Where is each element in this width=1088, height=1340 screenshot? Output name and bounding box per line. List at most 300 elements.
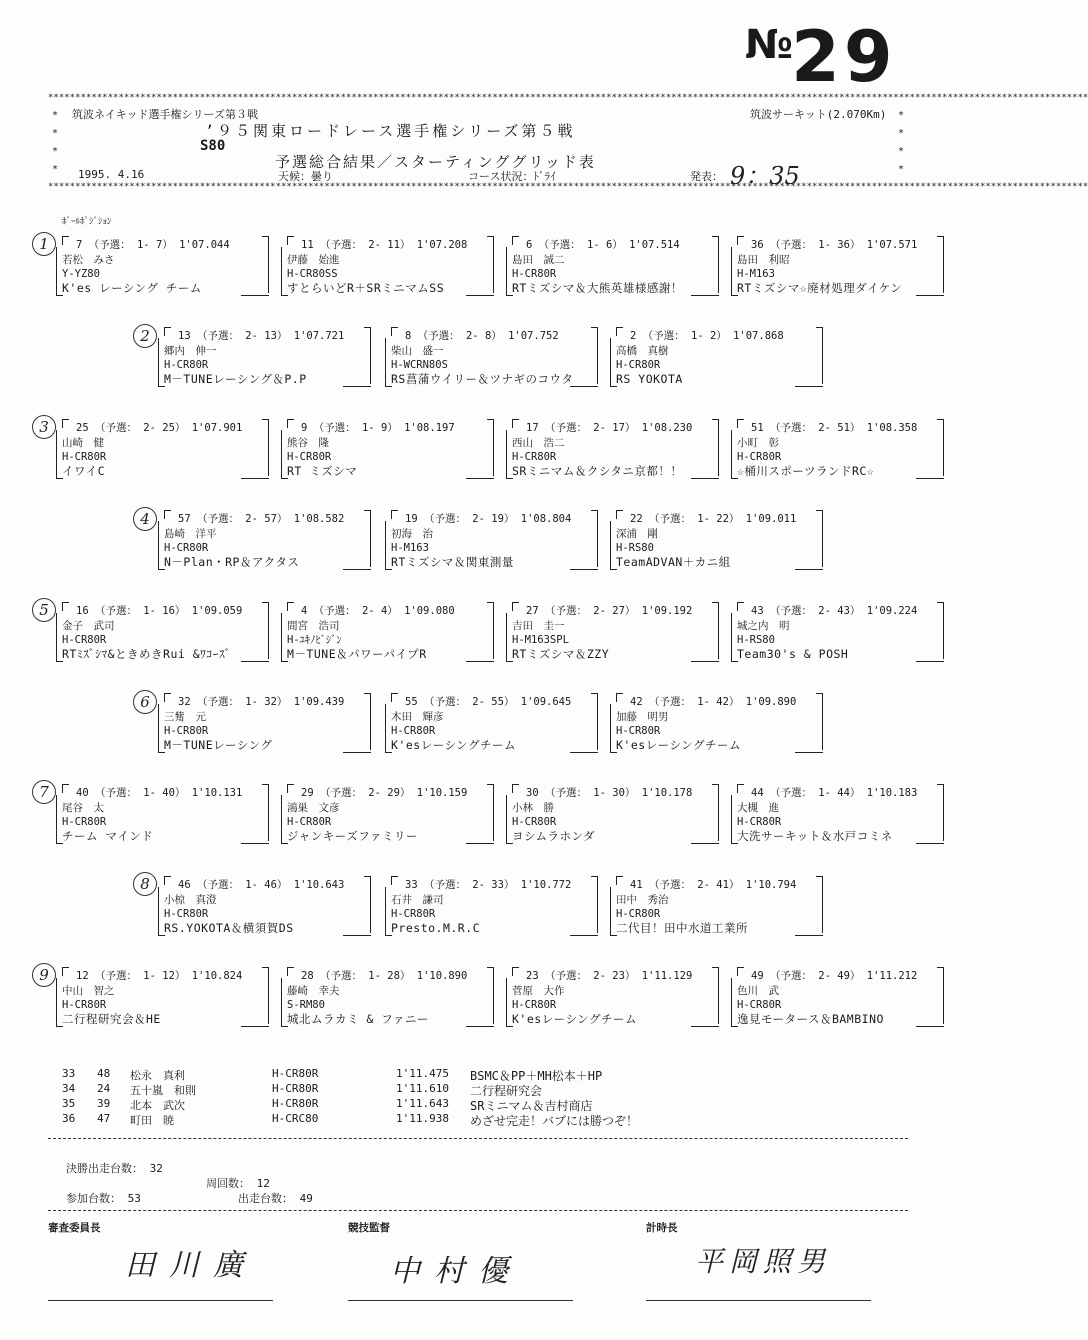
cell-qualify: [76, 604, 242, 618]
qualify-heat: （予選： 1- 2）: [642, 330, 727, 342]
machine: H-CR80R: [616, 725, 661, 737]
team-name: ヨシムラホンダ: [512, 829, 596, 843]
lap-time: 1'08.582: [293, 513, 345, 525]
lap-time: 1'10.178: [641, 787, 693, 799]
team-name: RTミズシマ＆大熊英雄様感謝！: [512, 281, 683, 295]
row-mark: 6: [133, 690, 157, 714]
cell-qualify: [76, 786, 242, 800]
race-number: 42: [630, 696, 643, 708]
rider-name: 若松 みさ: [62, 254, 115, 266]
header-border-top: ************************************************************************************************************************************************************************************************: [48, 93, 1088, 103]
reserve-machine: H-CR80R: [272, 1097, 319, 1110]
rider-name: 鴻巣 文彦: [287, 802, 340, 814]
machine: H-CR80R: [616, 359, 661, 371]
grid-cell: [731, 602, 944, 662]
race-number: 40: [76, 787, 89, 799]
reserve-rider: 町田 暁: [130, 1114, 174, 1127]
qualify-heat: （予選： 2- 27）: [544, 605, 636, 617]
lap-time: 1'07.901: [191, 422, 243, 434]
event-title: ’９５関東ロードレース選手権シリーズ第５戦: [205, 122, 576, 140]
border-star: *: [898, 146, 905, 157]
rider-name: 大槻 進: [737, 802, 779, 814]
lap-time: 1'09.224: [866, 605, 918, 617]
qualify-heat: （予選： 1- 6）: [538, 239, 623, 251]
grid-cell: [610, 876, 823, 936]
team-name: 二行程研究会＆HE: [62, 1012, 161, 1026]
team-name: RS.YOKOTA＆横須賀DS: [164, 921, 294, 935]
cell-qualify: [751, 238, 917, 252]
machine: Y-YZ80: [62, 268, 100, 280]
team-name: チーム マインド: [62, 829, 154, 843]
grid-cell: [731, 967, 944, 1027]
grid-cell: [506, 236, 719, 296]
announce-time: 9：35: [730, 162, 800, 190]
signature-line: [348, 1300, 573, 1301]
grid-cell: [506, 784, 719, 844]
cell-qualify: [178, 512, 344, 526]
grid-cell: [731, 236, 944, 296]
lap-time: 1'07.208: [416, 239, 468, 251]
race-number: 16: [76, 605, 89, 617]
reserve-team: めざせ完走！バブには勝つぞ！: [470, 1114, 639, 1128]
team-name: N－Plan・RP＆アクタス: [164, 555, 300, 569]
rider-name: 間宮 浩司: [287, 620, 340, 632]
machine: H-WCRN80S: [391, 359, 448, 371]
reserve-machine: H-CR80R: [272, 1082, 319, 1095]
cell-qualify: [301, 421, 455, 435]
qualify-heat: （予選： 2- 29）: [319, 787, 411, 799]
machine: H-CR80R: [512, 999, 557, 1011]
border-star: *: [898, 110, 905, 121]
race-number: 43: [751, 605, 764, 617]
race-number: 11: [301, 239, 314, 251]
machine: H-CR80R: [164, 542, 209, 554]
lap-time: 1'07.514: [629, 239, 680, 251]
machine: H-CR80R: [164, 359, 209, 371]
row-mark: 3: [32, 415, 56, 439]
grid-cell: [506, 967, 719, 1027]
machine: H-CR80R: [391, 908, 436, 920]
lap-time: 1'11.129: [641, 970, 693, 982]
cell-qualify: [526, 238, 680, 252]
lap-time: 1'09.011: [745, 513, 797, 525]
qualify-heat: （予選： 2- 43）: [769, 605, 861, 617]
cell-qualify: [630, 512, 796, 526]
lap-time: 1'10.824: [191, 970, 243, 982]
reserve-time: 1'11.938: [396, 1112, 449, 1125]
qualify-heat: （予選： 1- 22）: [648, 513, 740, 525]
reserve-machine: H-CR80R: [272, 1067, 319, 1080]
lap-time: 1'08.358: [866, 422, 918, 434]
race-number: 6: [526, 239, 533, 251]
cell-qualify: [178, 329, 344, 343]
lap-time: 1'10.794: [745, 879, 797, 891]
qualify-heat: （予選： 1- 28）: [319, 970, 411, 982]
event-date: 1995. 4.16: [78, 168, 145, 181]
qualify-heat: （予選： 2- 19）: [423, 513, 515, 525]
lap-time: 1'09.059: [191, 605, 243, 617]
reserve-team: BSMC＆PP＋MH松本＋HP: [470, 1069, 603, 1083]
machine: H-CR80R: [62, 999, 107, 1011]
team-name: RS菖蒲ウイリー＆ツナギのコウタ: [391, 372, 574, 386]
race-number: 25: [76, 422, 89, 434]
rider-name: 加藤 明男: [616, 711, 669, 723]
machine: H-CR80R: [287, 816, 332, 828]
row-mark: 7: [32, 780, 56, 804]
cell-qualify: [526, 421, 692, 435]
race-number: 7: [76, 239, 83, 251]
race-number: 27: [526, 605, 539, 617]
grid-cell: [506, 602, 719, 662]
lap-time: 1'09.192: [641, 605, 693, 617]
reserve-num: 47: [97, 1112, 111, 1125]
race-number: 41: [630, 879, 643, 891]
team-name: 二代目！田中水道工業所: [616, 921, 748, 935]
qualify-heat: （予選： 1- 9）: [313, 422, 398, 434]
row-mark: 9: [32, 963, 56, 987]
lap-count: 周回数： 12: [206, 1177, 270, 1190]
rider-name: 小林 勝: [512, 802, 554, 814]
team-name: K'esレーシングチーム: [512, 1012, 637, 1026]
rider-name: 柴山 盛一: [391, 345, 444, 357]
team-name: M－TUNE＆パワーパイプR: [287, 647, 427, 661]
machine: H-M163SPL: [512, 634, 569, 646]
team-name: RTミズシマ＆関東測量: [391, 555, 514, 569]
cell-qualify: [751, 786, 917, 800]
rider-name: 菅原 大作: [512, 985, 565, 997]
team-name: 逸見モータース＆BAMBINO: [737, 1012, 884, 1026]
rider-name: 小椋 真澄: [164, 894, 217, 906]
machine: H-CR80R: [62, 634, 107, 646]
race-number: 17: [526, 422, 539, 434]
lap-time: 1'11.212: [866, 970, 918, 982]
starters-count: 出走台数： 49: [238, 1192, 313, 1205]
reserve-pos: 33: [62, 1067, 76, 1080]
qualify-heat: （予選： 1- 30）: [544, 787, 636, 799]
rider-name: 小町 彰: [737, 437, 779, 449]
qualify-heat: （予選： 2- 11）: [319, 239, 411, 251]
cell-qualify: [301, 969, 467, 983]
lap-time: 1'07.044: [179, 239, 230, 251]
rider-name: 高橋 真樹: [616, 345, 669, 357]
machine: H-CR80R: [512, 451, 557, 463]
team-name: SRミニマム＆クシタニ京都！！: [512, 464, 683, 478]
lap-time: 1'09.645: [520, 696, 572, 708]
machine: S-RM80: [287, 999, 325, 1011]
rider-name: 熊谷 隆: [287, 437, 329, 449]
machine: H-CR80R: [737, 451, 782, 463]
reserve-rider: 北本 武次: [130, 1099, 185, 1112]
doc-number-prefix: №: [745, 22, 792, 68]
grid-cell: [281, 236, 494, 296]
rider-name: 城之内 明: [737, 620, 790, 632]
machine: H-ﾕｷﾉﾋﾞｼﾞﾝ: [287, 634, 342, 646]
race-number: 36: [751, 239, 764, 251]
cell-qualify: [405, 695, 571, 709]
machine: H-CR80R: [737, 999, 782, 1011]
qualify-heat: （予選： 2- 13）: [196, 330, 288, 342]
race-number: 9: [301, 422, 308, 434]
race-number: 57: [178, 513, 191, 525]
machine: H-CR80R: [164, 908, 209, 920]
reserve-pos: 34: [62, 1082, 76, 1095]
reserve-team: 二行程研究会: [470, 1084, 543, 1098]
rider-name: 中山 智之: [62, 985, 115, 997]
race-number: 2: [630, 330, 637, 342]
lap-time: 1'07.868: [733, 330, 784, 342]
rider-name: 山崎 健: [62, 437, 104, 449]
border-star: *: [52, 164, 59, 175]
race-number: 28: [301, 970, 314, 982]
qualify-heat: （予選： 2- 57）: [196, 513, 288, 525]
reserve-num: 48: [97, 1067, 111, 1080]
signature: 平岡照男: [695, 1245, 832, 1278]
qualify-heat: （予選： 2- 49）: [769, 970, 861, 982]
race-number: 32: [178, 696, 191, 708]
qualify-heat: （予選： 1- 32）: [196, 696, 288, 708]
reserve-time: 1'11.643: [396, 1097, 449, 1110]
team-name: すとらいどR＋SRミニマムSS: [287, 281, 445, 295]
qualify-heat: （予選： 2- 17）: [544, 422, 636, 434]
qualify-heat: （予選： 1- 16）: [94, 605, 186, 617]
border-star: *: [52, 146, 59, 157]
race-number: 19: [405, 513, 418, 525]
team-name: RTﾐｽﾞｼﾏ&ときめきRui &ﾜｺｰｽﾞ: [62, 647, 231, 661]
qualify-heat: （予選： 2- 8）: [417, 330, 502, 342]
grid-cell: [731, 784, 944, 844]
team-name: TeamADVAN＋カニ組: [616, 555, 731, 569]
rider-name: 島田 利昭: [737, 254, 790, 266]
machine: H-CR80R: [62, 451, 107, 463]
rider-name: 田中 秀治: [616, 894, 669, 906]
race-number: 33: [405, 879, 418, 891]
grid-cell: [56, 967, 269, 1027]
race-number: 44: [751, 787, 764, 799]
rider-name: 金子 武司: [62, 620, 115, 632]
border-star: *: [898, 128, 905, 139]
grid-cell: [56, 784, 269, 844]
course-condition: コース状況：ﾄﾞﾗｲ: [468, 170, 556, 183]
rider-name: 三觜 元: [164, 711, 206, 723]
race-number: 30: [526, 787, 539, 799]
cell-qualify: [751, 969, 917, 983]
rider-name: 郷内 伸一: [164, 345, 217, 357]
team-name: Team30's & POSH: [737, 647, 849, 661]
lap-time: 1'09.439: [293, 696, 345, 708]
team-name: RTミズシマ☆廃材処理ダイケン: [737, 281, 903, 295]
team-name: M－TUNEレーシング: [164, 738, 273, 752]
lap-time: 1'07.721: [293, 330, 345, 342]
cell-qualify: [526, 786, 692, 800]
race-number: 22: [630, 513, 643, 525]
grid-cell: [281, 967, 494, 1027]
team-name: 城北ムラカミ & ファニー: [287, 1012, 430, 1026]
team-name: 大洗サーキット＆水戸コミネ: [737, 829, 893, 843]
signature-line: [646, 1300, 871, 1301]
cell-qualify: [630, 695, 796, 709]
lap-time: 1'08.804: [520, 513, 572, 525]
cell-qualify: [526, 969, 692, 983]
border-star: *: [898, 164, 905, 175]
team-name: M－TUNEレーシング＆P.P: [164, 372, 307, 386]
divider: [48, 1138, 908, 1139]
doc-number-value: 29: [791, 16, 897, 98]
machine: H-RS80: [616, 542, 654, 554]
machine: H-CR80R: [737, 816, 782, 828]
reserve-time: 1'11.475: [396, 1067, 449, 1080]
team-name: RT ミズシマ: [287, 464, 358, 478]
grid-cell: [158, 693, 371, 753]
signature-role: 計時長: [646, 1222, 678, 1234]
machine: H-CR80R: [287, 451, 332, 463]
machine: H-CR80R: [62, 816, 107, 828]
rider-name: 島田 誠二: [512, 254, 565, 266]
qualify-heat: （予選： 1- 12）: [94, 970, 186, 982]
lap-time: 1'08.197: [404, 422, 455, 434]
announce-label: 発表：: [690, 170, 723, 183]
pole-position-label: ﾎﾟｰﾙﾎﾟｼﾞｼｮﾝ: [62, 217, 112, 227]
team-name: イワイC: [62, 464, 106, 478]
grid-cell: [281, 602, 494, 662]
border-star: *: [52, 128, 59, 139]
grid-cell: [385, 510, 598, 570]
reserve-num: 39: [97, 1097, 111, 1110]
reserve-pos: 36: [62, 1112, 76, 1125]
reserve-team: SRミニマム＆吉村商店: [470, 1099, 593, 1113]
header-border-bottom: ************************************************************************************************************************************************************************************************: [48, 182, 1088, 192]
race-number: 8: [405, 330, 412, 342]
qualify-heat: （予選： 2- 33）: [423, 879, 515, 891]
race-number: 23: [526, 970, 539, 982]
signature-role: 審査委員長: [48, 1222, 101, 1234]
rider-name: 色川 武: [737, 985, 779, 997]
race-number: 49: [751, 970, 764, 982]
qualify-heat: （予選： 2- 55）: [423, 696, 515, 708]
grid-cell: [506, 419, 719, 479]
lap-time: 1'10.183: [866, 787, 918, 799]
reserve-num: 24: [97, 1082, 111, 1095]
lap-time: 1'07.571: [866, 239, 918, 251]
grid-cell: [385, 693, 598, 753]
lap-time: 1'10.131: [191, 787, 243, 799]
lap-time: 1'10.159: [416, 787, 468, 799]
grid-cell: [158, 876, 371, 936]
qualify-heat: （予選： 2- 25）: [94, 422, 186, 434]
document-number: [745, 16, 897, 98]
weather: 天候：曇り: [278, 170, 333, 183]
machine: H-CR80R: [391, 725, 436, 737]
lap-time: 1'10.772: [520, 879, 572, 891]
grid-cell: [610, 327, 823, 387]
lap-time: 1'07.752: [508, 330, 559, 342]
lap-time: 1'08.230: [641, 422, 693, 434]
grid-cell: [56, 419, 269, 479]
grid-cell: [158, 510, 371, 570]
grid-cell: [385, 876, 598, 936]
rider-name: 吉田 圭一: [512, 620, 565, 632]
signature: 中村優: [390, 1254, 522, 1289]
signature-role: 競技監督: [348, 1222, 390, 1234]
reserve-time: 1'11.610: [396, 1082, 449, 1095]
reserve-machine: H-CRC80: [272, 1112, 319, 1125]
race-number: 29: [301, 787, 314, 799]
lap-time: 1'09.080: [404, 605, 455, 617]
lap-time: 1'09.890: [745, 696, 797, 708]
row-mark: 1: [32, 232, 56, 256]
rider-name: 深浦 剛: [616, 528, 658, 540]
cell-qualify: [526, 604, 692, 618]
lap-time: 1'10.643: [293, 879, 345, 891]
cell-qualify: [301, 604, 455, 618]
rider-name: 木田 輝彦: [391, 711, 444, 723]
cell-qualify: [178, 878, 344, 892]
rider-name: 島崎 洋平: [164, 528, 217, 540]
grid-cell: [281, 419, 494, 479]
qualify-heat: （予選： 1- 42）: [648, 696, 740, 708]
rider-name: 伊藤 始進: [287, 254, 340, 266]
team-name: RS YOKOTA: [616, 372, 683, 386]
qualify-heat: （予選： 2- 51）: [769, 422, 861, 434]
qualify-heat: （予選： 2- 4）: [313, 605, 398, 617]
machine: H-CR80R: [164, 725, 209, 737]
cell-qualify: [751, 604, 917, 618]
cell-qualify: [405, 512, 571, 526]
document-subtitle: 予選総合結果／スターティンググリッド表: [275, 153, 596, 171]
row-mark: 5: [32, 598, 56, 622]
team-name: K'es レーシング チーム: [62, 281, 202, 295]
cell-qualify: [405, 878, 571, 892]
reserve-rider: 五十嵐 和則: [130, 1084, 196, 1097]
machine: H-CR80R: [512, 268, 557, 280]
team-name: K'esレーシングチーム: [391, 738, 516, 752]
machine: H-CR80R: [616, 908, 661, 920]
cell-qualify: [301, 786, 467, 800]
divider: [48, 1210, 908, 1211]
race-number: 12: [76, 970, 89, 982]
qualify-heat: （予選： 1- 40）: [94, 787, 186, 799]
cell-qualify: [76, 969, 242, 983]
row-mark: 8: [133, 872, 157, 896]
entries-count: 参加台数： 53: [66, 1192, 141, 1205]
cell-qualify: [301, 238, 467, 252]
class-name: S80: [200, 138, 226, 154]
grid-cell: [281, 784, 494, 844]
row-mark: 2: [133, 324, 157, 348]
cell-qualify: [178, 695, 344, 709]
grid-cell: [56, 602, 269, 662]
grid-cell: [610, 693, 823, 753]
rider-name: 石井 謙司: [391, 894, 444, 906]
machine: H-M163: [391, 542, 429, 554]
grid-cell: [610, 510, 823, 570]
machine: H-CR80R: [512, 816, 557, 828]
qualify-heat: （予選： 2- 41）: [648, 879, 740, 891]
team-name: K'esレーシングチーム: [616, 738, 741, 752]
race-number: 13: [178, 330, 191, 342]
team-name: RTミズシマ＆ZZY: [512, 647, 610, 661]
cell-qualify: [630, 329, 784, 343]
machine: H-RS80: [737, 634, 775, 646]
team-name: ☆桶川スポーツランドRC☆: [737, 464, 875, 478]
border-star: *: [52, 110, 59, 121]
machine: H-M163: [737, 268, 775, 280]
grid-cell: [158, 327, 371, 387]
race-number: 51: [751, 422, 764, 434]
qualify-heat: （予選： 1- 7）: [88, 239, 173, 251]
series-name: 筑波ネイキッド選手権シリーズ第３戦: [72, 108, 259, 121]
cell-qualify: [76, 421, 242, 435]
rider-name: 藤崎 幸夫: [287, 985, 340, 997]
